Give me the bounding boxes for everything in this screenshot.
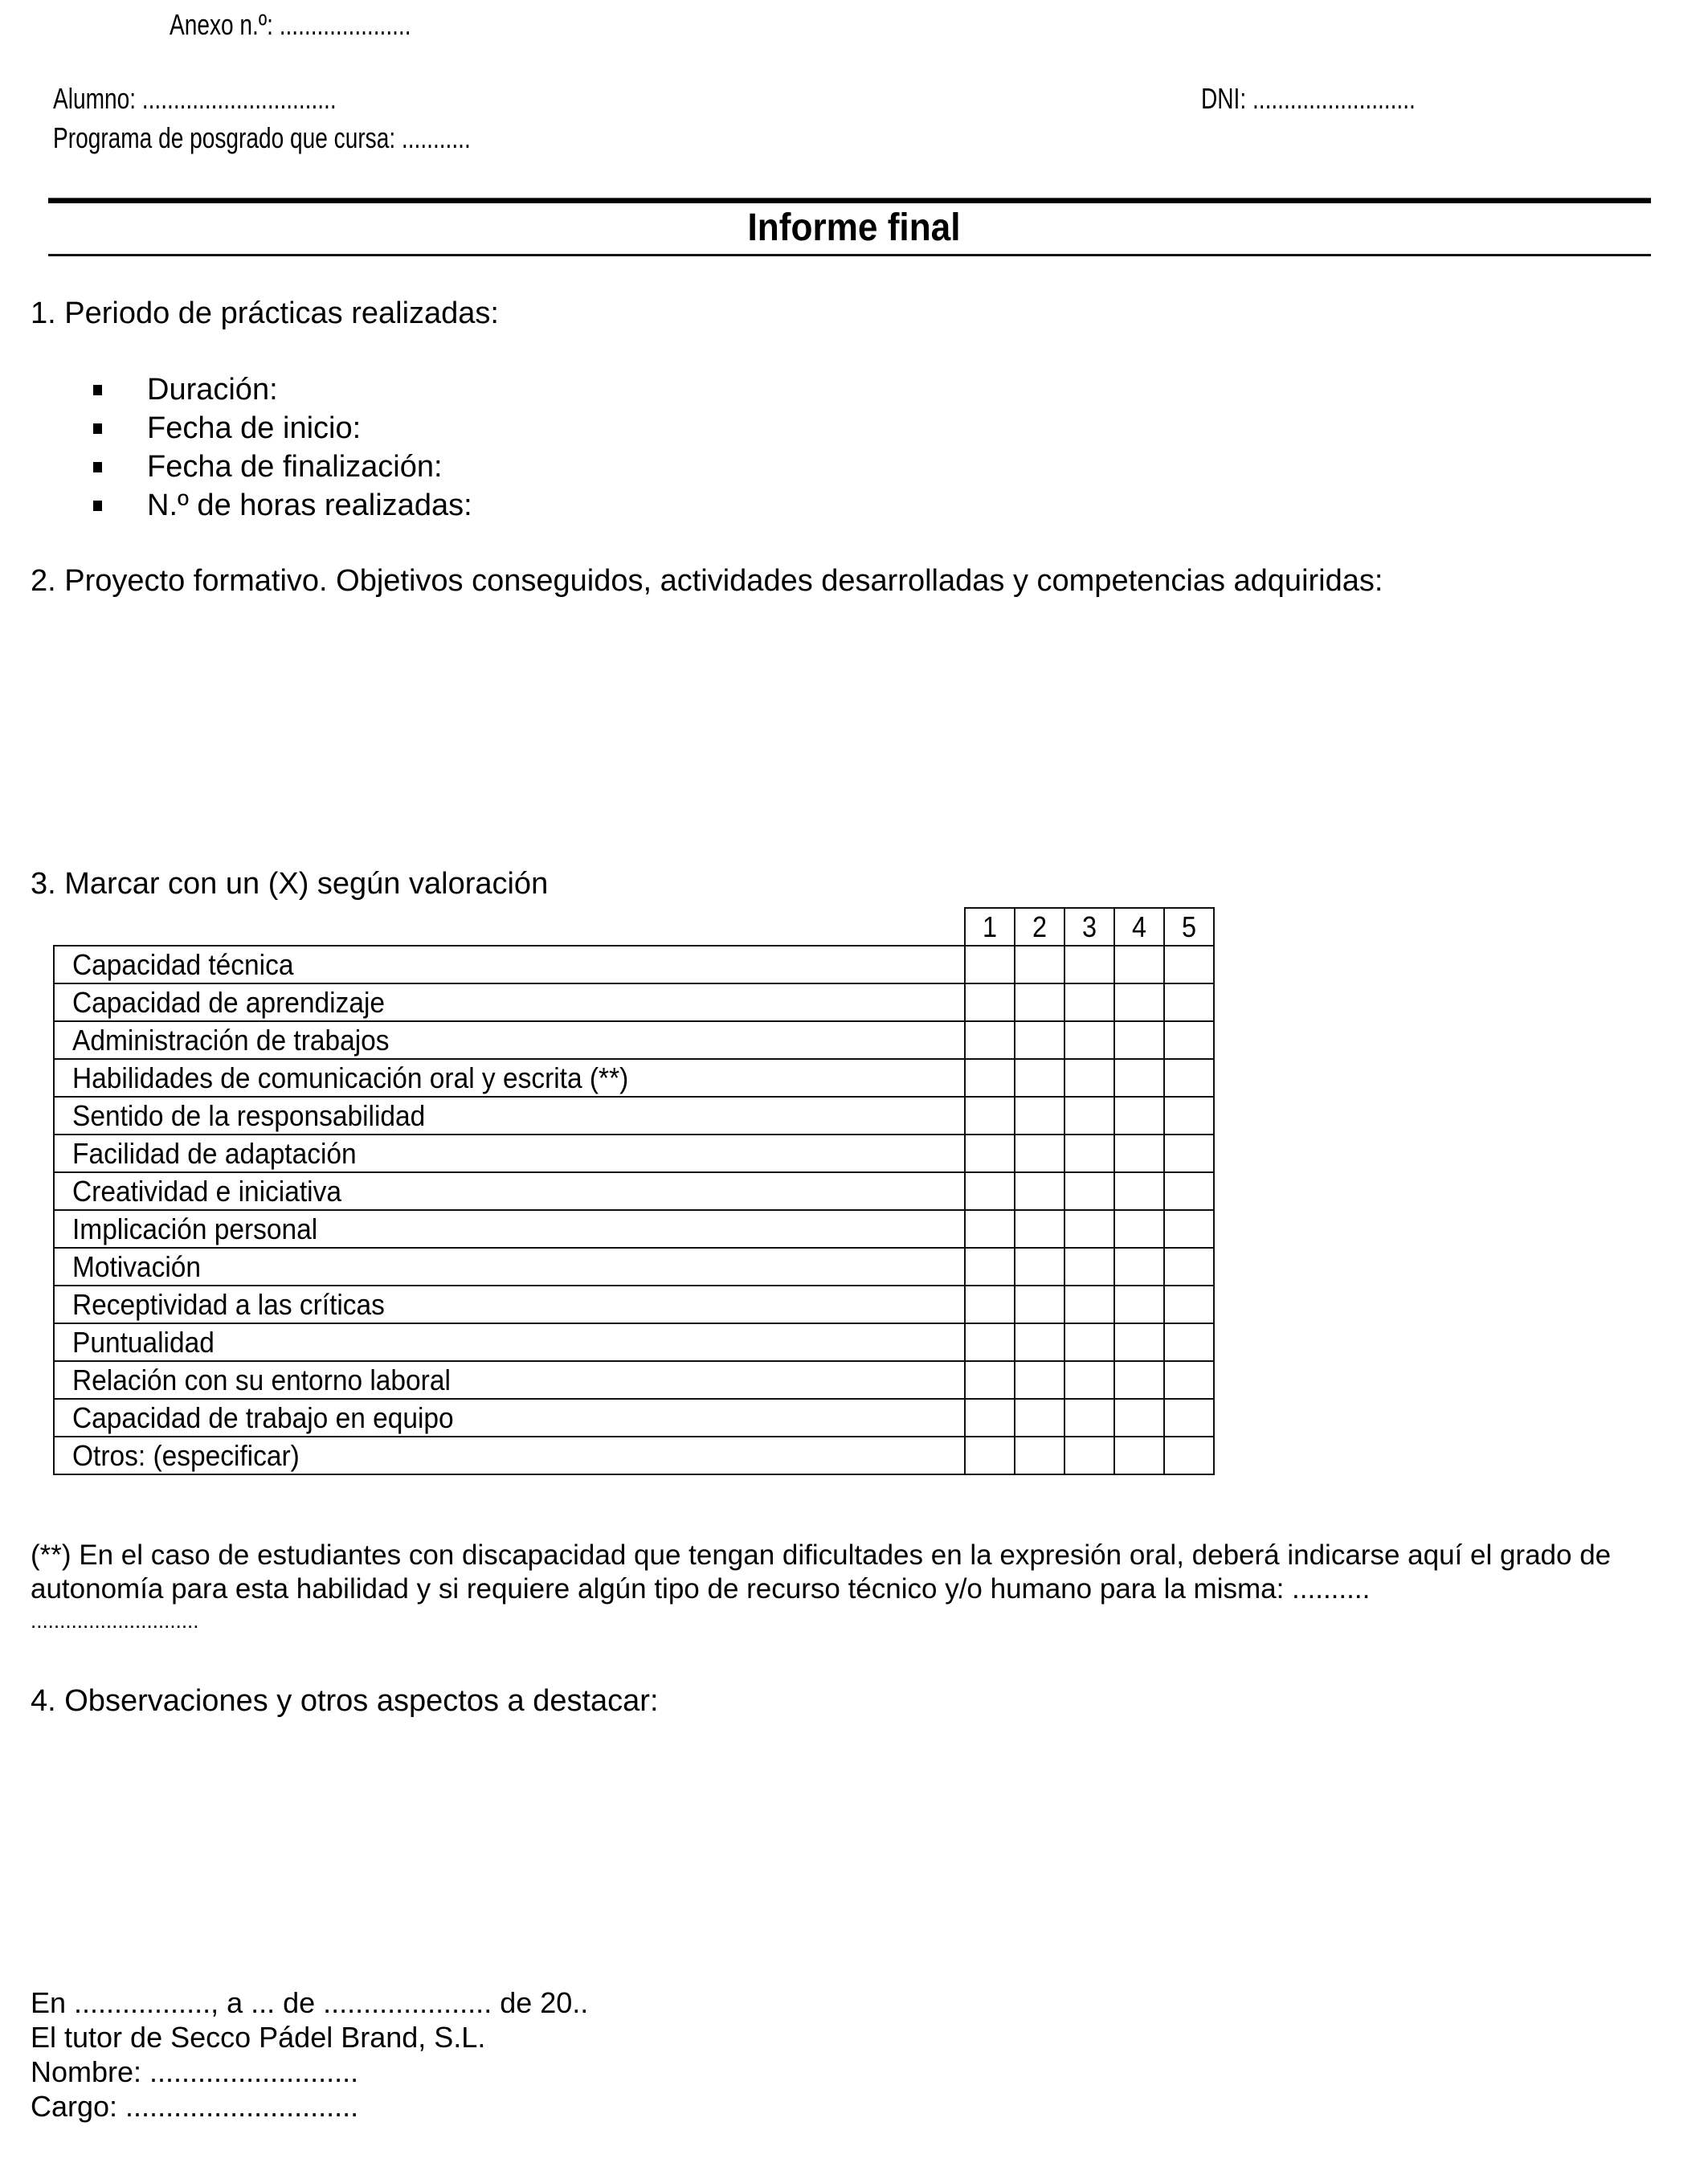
rating-cell-4[interactable]	[1114, 1097, 1164, 1135]
programa-field: Programa de posgrado que cursa: ...........	[53, 121, 471, 154]
rating-cell-3[interactable]	[1064, 1323, 1114, 1361]
rating-cell-2[interactable]	[1015, 1286, 1064, 1323]
rating-cell-4[interactable]	[1114, 1059, 1164, 1097]
rating-cell-5[interactable]	[1164, 1399, 1214, 1437]
rating-cell-2[interactable]	[1015, 1437, 1064, 1474]
section4-heading: 4. Observaciones y otros aspectos a destacar:	[31, 1684, 659, 1718]
table-row	[54, 1248, 1214, 1286]
page-title	[0, 206, 1708, 251]
rating-cell-4[interactable]	[1114, 1437, 1164, 1474]
criterion-label: Capacidad de trabajo en equipo	[54, 1399, 965, 1437]
rating-cell-4[interactable]	[1114, 946, 1164, 983]
rating-cell-2[interactable]	[1015, 1399, 1064, 1437]
list-item-fecha-finalizacion: Fecha de finalización:	[147, 450, 443, 484]
rating-cell-1[interactable]	[965, 1323, 1015, 1361]
bullet-square-icon	[93, 423, 102, 434]
section2-heading: 2. Proyecto formativo. Objetivos conseguidos, actividades desarrolladas y competencias adquiridas:	[31, 564, 1383, 598]
table-row	[54, 1286, 1214, 1323]
table-row	[54, 1323, 1214, 1361]
title-bottom-rule	[48, 254, 1651, 256]
rating-cell-4[interactable]	[1114, 1135, 1164, 1172]
dni-field: DNI: ..........................	[1201, 82, 1416, 115]
list-item-fecha-inicio: Fecha de inicio:	[147, 411, 362, 445]
tutor-line: El tutor de Secco Pádel Brand, S.L.	[31, 2021, 486, 2054]
footnote-line-1: (**) En el caso de estudiantes con discapacidad que tengan dificultades en la expresión oral, deberá indicarse aquí el grado de	[31, 1539, 1612, 1571]
rating-cell-2[interactable]	[1015, 1248, 1064, 1286]
table-row	[54, 1135, 1214, 1172]
rating-cell-3[interactable]	[1064, 1437, 1114, 1474]
scale-header-5: 5	[1164, 908, 1214, 946]
rating-cell-5[interactable]	[1164, 1021, 1214, 1059]
rating-cell-2[interactable]	[1015, 1021, 1064, 1059]
rating-cell-5[interactable]	[1164, 1248, 1214, 1286]
section1-heading: 1. Periodo de prácticas realizadas:	[31, 296, 499, 330]
rating-cell-1[interactable]	[965, 1021, 1015, 1059]
rating-cell-1[interactable]	[965, 946, 1015, 983]
section3-heading: 3. Marcar con un (X) según valoración	[31, 867, 549, 901]
rating-cell-2[interactable]	[1015, 1210, 1064, 1248]
scale-header-2: 2	[1015, 908, 1064, 946]
bullet-square-icon	[93, 501, 102, 511]
list-item-duracion: Duración:	[147, 373, 278, 407]
table-row	[54, 1361, 1214, 1399]
criterion-label: Implicación personal	[54, 1210, 965, 1248]
rating-cell-2[interactable]	[1015, 1097, 1064, 1135]
rating-cell-1[interactable]	[965, 1437, 1015, 1474]
rating-cell-4[interactable]	[1114, 1210, 1164, 1248]
rating-cell-4[interactable]	[1114, 1361, 1164, 1399]
title-top-rule	[48, 198, 1651, 203]
criterion-label: Habilidades de comunicación oral y escrita (**)	[54, 1059, 965, 1097]
criterion-label: Capacidad técnica	[54, 946, 965, 983]
table-row	[54, 1172, 1214, 1210]
table-row	[54, 1399, 1214, 1437]
rating-cell-3[interactable]	[1064, 983, 1114, 1021]
rating-cell-5[interactable]	[1164, 1097, 1214, 1135]
rating-cell-1[interactable]	[965, 1210, 1015, 1248]
rating-cell-1[interactable]	[965, 1248, 1015, 1286]
table-row	[54, 1021, 1214, 1059]
table-row	[54, 946, 1214, 983]
rating-cell-3[interactable]	[1064, 1286, 1114, 1323]
rating-cell-1[interactable]	[965, 1135, 1015, 1172]
criterion-label: Otros: (especificar)	[54, 1437, 965, 1474]
rating-cell-2[interactable]	[1015, 1323, 1064, 1361]
rating-cell-5[interactable]	[1164, 1172, 1214, 1210]
rating-cell-1[interactable]	[965, 1399, 1015, 1437]
rating-cell-4[interactable]	[1114, 1286, 1164, 1323]
place-date-line: En ................., a ... de ..................... de 20..	[31, 1986, 589, 2019]
rating-cell-4[interactable]	[1114, 1248, 1164, 1286]
table-row	[54, 983, 1214, 1021]
rating-cell-3[interactable]	[1064, 1135, 1114, 1172]
rating-cell-1[interactable]	[965, 1097, 1015, 1135]
criterion-label: Puntualidad	[54, 1323, 965, 1361]
rating-cell-1[interactable]	[965, 1361, 1015, 1399]
rating-cell-4[interactable]	[1114, 1021, 1164, 1059]
rating-cell-5[interactable]	[1164, 1135, 1214, 1172]
rating-cell-5[interactable]	[1164, 983, 1214, 1021]
rating-cell-4[interactable]	[1114, 983, 1164, 1021]
rating-cell-1[interactable]	[965, 983, 1015, 1021]
rating-cell-3[interactable]	[1064, 1248, 1114, 1286]
page-title-text: Informe final	[747, 206, 961, 249]
criterion-label: Relación con su entorno laboral	[54, 1361, 965, 1399]
rating-cell-1[interactable]	[965, 1059, 1015, 1097]
rating-cell-1[interactable]	[965, 1172, 1015, 1210]
anexo-field: Anexo n.º: .....................	[170, 8, 411, 41]
rating-cell-3[interactable]	[1064, 1097, 1114, 1135]
rating-cell-2[interactable]	[1015, 1361, 1064, 1399]
rating-cell-2[interactable]	[1015, 1135, 1064, 1172]
scale-header-4: 4	[1114, 908, 1164, 946]
rating-cell-3[interactable]	[1064, 1399, 1114, 1437]
rating-cell-3[interactable]	[1064, 1361, 1114, 1399]
criterion-label: Receptividad a las críticas	[54, 1286, 965, 1323]
rating-cell-4[interactable]	[1114, 1399, 1164, 1437]
rating-cell-2[interactable]	[1015, 983, 1064, 1021]
scale-header-3: 3	[1064, 908, 1114, 946]
rating-cell-4[interactable]	[1114, 1172, 1164, 1210]
table-row	[54, 1210, 1214, 1248]
criterion-label: Creatividad e iniciativa	[54, 1172, 965, 1210]
criterion-label: Sentido de la responsabilidad	[54, 1097, 965, 1135]
rating-cell-5[interactable]	[1164, 1059, 1214, 1097]
rating-header-row	[54, 908, 1214, 946]
rating-cell-5[interactable]	[1164, 1210, 1214, 1248]
rating-cell-3[interactable]	[1064, 1172, 1114, 1210]
header-blank-cell	[54, 908, 965, 946]
rating-cell-5[interactable]	[1164, 1361, 1214, 1399]
criterion-label: Motivación	[54, 1248, 965, 1286]
criterion-label: Facilidad de adaptación	[54, 1135, 965, 1172]
rating-cell-2[interactable]	[1015, 1059, 1064, 1097]
rating-cell-1[interactable]	[965, 1286, 1015, 1323]
rating-cell-5[interactable]	[1164, 946, 1214, 983]
rating-cell-3[interactable]	[1064, 1021, 1114, 1059]
table-row	[54, 1059, 1214, 1097]
list-item-horas: N.º de horas realizadas:	[147, 489, 472, 522]
footnote-line-3: .............................	[31, 1609, 199, 1633]
bullet-square-icon	[93, 462, 102, 472]
rating-cell-2[interactable]	[1015, 946, 1064, 983]
rating-cell-2[interactable]	[1015, 1172, 1064, 1210]
table-row	[54, 1437, 1214, 1474]
rating-table	[53, 907, 1215, 1475]
table-row	[54, 1097, 1214, 1135]
criterion-label: Administración de trabajos	[54, 1021, 965, 1059]
rating-cell-5[interactable]	[1164, 1323, 1214, 1361]
rating-cell-3[interactable]	[1064, 1059, 1114, 1097]
rating-cell-4[interactable]	[1114, 1323, 1164, 1361]
scale-header-1: 1	[965, 908, 1015, 946]
alumno-field: Alumno: ...............................	[53, 82, 337, 115]
footnote-line-2: autonomía para esta habilidad y si requiere algún tipo de recurso técnico y/o humano para la misma: ..........	[31, 1573, 1371, 1605]
rating-cell-3[interactable]	[1064, 1210, 1114, 1248]
criterion-label: Capacidad de aprendizaje	[54, 983, 965, 1021]
rating-cell-3[interactable]	[1064, 946, 1114, 983]
cargo-field: Cargo: .............................	[31, 2090, 359, 2123]
bullet-square-icon	[93, 385, 102, 395]
rating-cell-5[interactable]	[1164, 1286, 1214, 1323]
nombre-field: Nombre: ..........................	[31, 2055, 359, 2088]
rating-cell-5[interactable]	[1164, 1437, 1214, 1474]
